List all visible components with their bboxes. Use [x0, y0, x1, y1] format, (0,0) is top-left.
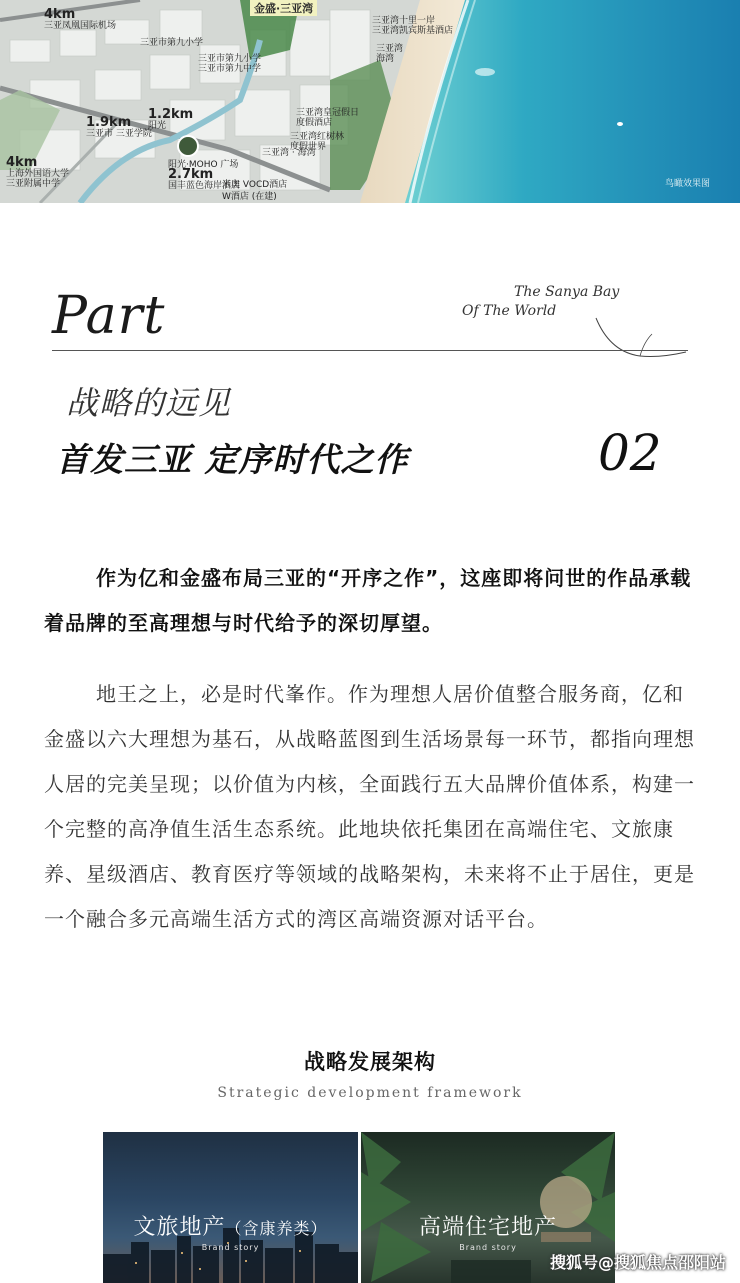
tagline-line-2: Of The World — [462, 303, 557, 319]
tagline-line-1: The Sanya Bay — [514, 284, 620, 300]
aerial-map-image — [0, 0, 740, 203]
map-label: 三亚湾 海湾 — [376, 44, 404, 64]
aerial-caption: 鸟瞰效果图 — [664, 179, 710, 189]
map-label: 4km 三亚凤凰国际机场 — [44, 7, 117, 31]
lead-paragraph: 作为亿和金盛布局三亚的“开序之作”，这座即将问世的作品承载着品牌的至高理想与时代给予的深切厚望。 — [44, 566, 692, 635]
map-label: 三亚湾红树林 度假世界 — [290, 132, 345, 152]
card-subtitle: Brand story — [201, 1243, 260, 1252]
section-title: 首发三亚 定序时代之作 — [56, 440, 409, 479]
part-word: Part — [52, 286, 166, 346]
header-divider — [52, 350, 688, 351]
map-label: 米奥 VOCD酒店 — [222, 180, 288, 190]
map-label: 三亚湾皇冠假日 度假酒店 — [296, 108, 360, 128]
card-subtitle: Brand story — [459, 1243, 517, 1252]
map-label: 1.9km 三亚市 三亚学院 — [86, 115, 152, 139]
map-label: 三亚湾十里一岸 三亚湾凯宾斯基酒店 — [372, 16, 454, 36]
map-label: 三亚市第九小学 — [140, 38, 204, 48]
project-tag: 金盛·三亚湾 — [250, 0, 317, 16]
card-title: 文旅地产（含康养类） — [133, 1215, 328, 1240]
map-label: W酒店 (在建) — [222, 192, 277, 202]
watermark: 搜狐号@搜狐焦点邵阳站 — [549, 1253, 726, 1272]
map-label: 1.2km 阳光 — [148, 107, 194, 131]
framework-title: 战略发展架构 — [304, 1050, 436, 1074]
decorative-swoosh — [580, 312, 690, 362]
map-label: 阳光·MOHO 广场 2.7km 国丰蓝色海岸酒店 — [168, 160, 241, 191]
map-label: 三亚湾 · 海湾 — [262, 148, 316, 158]
framework-subtitle: Strategic development framework — [217, 1085, 523, 1101]
section-subtitle: 战略的远见 — [66, 384, 232, 422]
city-skyline-image — [103, 1132, 358, 1283]
card-title: 高端住宅地产 — [418, 1215, 557, 1240]
card-cultural-tourism[interactable] — [103, 1132, 358, 1283]
map-label: 4km 上海外国语大学 三亚附属中学 — [6, 155, 70, 189]
body-paragraph: 地王之上，必是时代峯作。作为理想人居价值整合服务商，亿和金盛以六大理想为基石，从战略蓝图到生活场景每一环节，都指向理想人居的完美呈现；以价值为内核，全面践行五大品牌价值体系，构建一个完整的高净值生活生态系统。此地块依托集团在高端住宅、文旅康养、星级酒店、教育医疗等领域的战略架构，未来将不止于居住，更是一个融合多元高端生活方式的湾区高端资源对话平台。 — [44, 682, 695, 931]
part-number: 02 — [598, 424, 662, 482]
map-label: 三亚市第九小学 三亚市第九中学 — [198, 54, 262, 74]
